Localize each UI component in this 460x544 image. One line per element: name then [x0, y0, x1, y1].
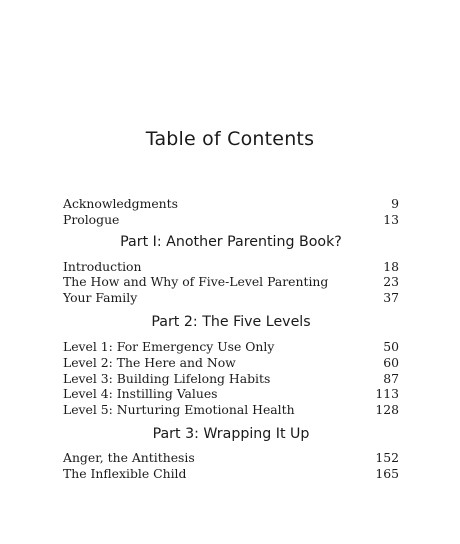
toc-entry-page: 113	[375, 386, 399, 402]
toc-entry	[63, 450, 399, 466]
toc-entry-page: 9	[391, 196, 399, 211]
toc-entry	[63, 339, 399, 355]
toc-entry-label: Introduction	[63, 258, 142, 274]
toc-entry-page: 18	[383, 258, 399, 274]
toc-entry-label: Level 1: For Emergency Use Only	[63, 338, 275, 354]
toc-entry-page: 152	[375, 449, 399, 465]
toc-entry-label: Level 2: The Here and Now	[63, 354, 236, 370]
toc-entry-page: 128	[375, 402, 399, 418]
toc-entry-acknowledgments	[63, 196, 399, 212]
toc-entry-page: 37	[383, 290, 399, 306]
toc-entry-label: Prologue	[63, 211, 120, 227]
toc-entry-page: 60	[383, 354, 399, 370]
toc-entry-page: 165	[375, 465, 399, 481]
toc-entry	[63, 386, 399, 402]
toc-entry-page: 50	[383, 338, 399, 354]
toc-entry-page: 87	[383, 370, 399, 386]
toc-entry	[63, 371, 399, 387]
toc-entry	[63, 290, 399, 306]
toc-entry-label: Level 3: Building Lifelong Habits	[63, 370, 271, 386]
toc-entry	[63, 259, 399, 275]
toc-entry-page: 13	[383, 211, 399, 227]
page-title: Table of Contents	[145, 128, 315, 150]
toc-entry	[63, 355, 399, 371]
toc-entry-label: Anger, the Antithesis	[63, 449, 195, 465]
toc-entry-label: The How and Why of Five-Level Parenting	[63, 274, 329, 290]
part-3-section	[63, 450, 399, 482]
toc-entry-label: The Inflexible Child	[63, 465, 187, 481]
toc-entry-label: Level 5: Nurturing Emotional Health	[63, 402, 295, 418]
front-matter-section	[63, 196, 399, 228]
part-heading-2: Part 2: The Five Levels	[151, 313, 311, 330]
part-2-section	[63, 339, 399, 418]
toc-entry	[63, 402, 399, 418]
part-1-section	[63, 259, 399, 306]
toc-entry	[63, 466, 399, 482]
toc-entry-label: Level 4: Instilling Values	[63, 386, 218, 402]
toc-entry-label: Acknowledgments	[63, 196, 179, 211]
toc-entry	[63, 274, 399, 290]
toc-list	[63, 196, 399, 482]
part-heading-1: Part I: Another Parenting Book?	[120, 233, 342, 250]
toc-entry-prologue	[63, 212, 399, 228]
toc-entry-page: 23	[383, 274, 399, 290]
part-heading-3: Part 3: Wrapping It Up	[152, 425, 310, 442]
toc-entry-label: Your Family	[63, 290, 138, 306]
